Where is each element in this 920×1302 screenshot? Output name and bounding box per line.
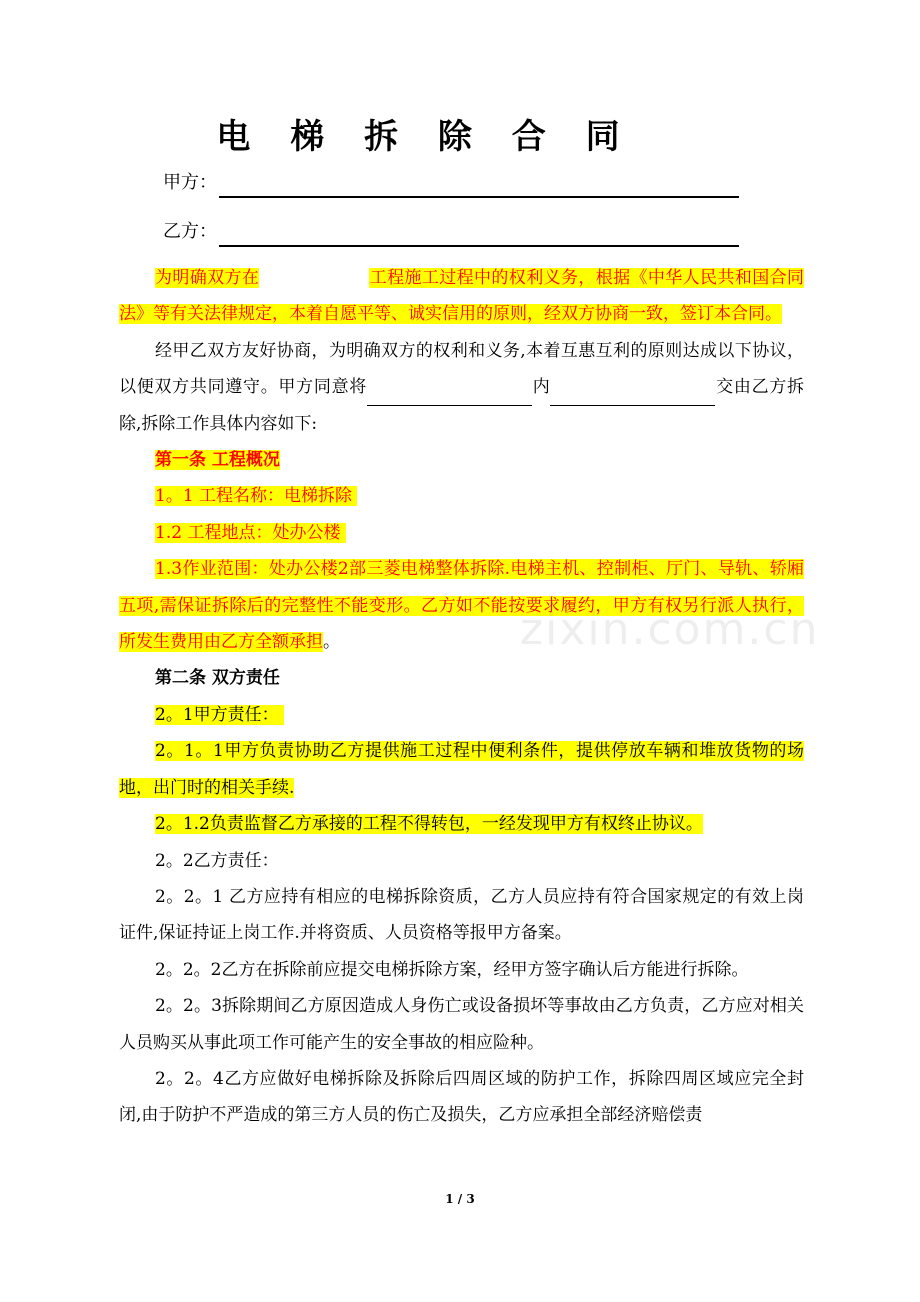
- intro-paragraph: [119, 260, 804, 333]
- article1-item1-line: [119, 478, 804, 514]
- article1-heading-line: [119, 442, 804, 478]
- party-b-line: [163, 217, 739, 247]
- intro-text-2: 工程施工过程中的权利义务，根据《中华人民共和国合同法》等有关法律规定，本着自愿平等、诚实信用的原则，经双方协商一致，签订本合同。: [119, 268, 805, 325]
- article1-item1: 1。1 工程名称：电梯拆除: [155, 486, 353, 507]
- party-a-label: 甲方：: [163, 172, 217, 193]
- agreement-text-3: 交由乙方拆除,拆除工作具体内容如下:: [119, 377, 805, 434]
- document-body: [119, 260, 804, 1134]
- agreement-blank-2: [550, 381, 715, 406]
- party-a-blank: [219, 174, 739, 198]
- party-a-duty-1-line: [119, 733, 804, 806]
- party-b-duty-heading-line: [119, 843, 804, 879]
- article1-item2-line: [119, 515, 804, 551]
- agreement-paragraph: [119, 333, 804, 442]
- party-b-duty-2: 2。2。2乙方在拆除前应提交电梯拆除方案，经甲方签字确认后方能进行拆除。: [155, 959, 749, 980]
- article1-heading: 第一条 工程概况: [155, 450, 280, 471]
- article2-heading: 第二条 双方责任: [155, 668, 280, 689]
- party-b-duty-1: 2。2。1 乙方应持有相应的电梯拆除资质，乙方人员应持有符合国家规定的有效上岗证件,保证持证上岗工作.并将资质、人员资格等报甲方备案。: [119, 886, 804, 944]
- article1-item3: 1.3作业范围：处办公楼2部三菱电梯整体拆除.电梯主机、控制柜、厅门、导轨、轿厢五项,需保证拆除后的完整性不能变形。乙方如不能按要求履约，甲方有权另行派人执行，所发生费用由乙方全额承担: [119, 559, 804, 653]
- agreement-text-1: 经甲乙双方友好协商，为明确双方的权利和义务,本着互惠互利的原则达成以下协议，以便双方共同遵守。甲方同意将: [119, 340, 804, 398]
- party-b-label: 乙方：: [163, 221, 217, 242]
- agreement-text-2: 内: [532, 377, 551, 398]
- watermark: zixin.com.cn: [520, 604, 820, 655]
- party-b-duty-4: 2。2。4乙方应做好电梯拆除及拆除后四周区域的防护工作，拆除四周区域应完全封闭,由于防护不严造成的第三方人员的伤亡及损失，乙方应承担全部经济赔偿责: [119, 1068, 804, 1126]
- party-a-duty-heading-line: [119, 697, 804, 733]
- article1-item3-end: 。: [323, 632, 340, 653]
- party-a-duty-heading: 2。1甲方责任：: [155, 704, 279, 725]
- agreement-blank-1: [367, 381, 532, 406]
- party-a-duty-2: 2。1.2负责监督乙方承接的工程不得转包，一经发现甲方有权终止协议。: [155, 814, 703, 835]
- intro-text-1: 为明确双方在: [155, 268, 260, 288]
- party-b-blank: [219, 223, 739, 247]
- document-title: 电 梯 拆 除 合 同: [216, 117, 634, 157]
- party-a-duty-1: 2。1。1甲方负责协助乙方提供施工过程中便利条件，提供停放车辆和堆放货物的场地，出门时的相关手续.: [119, 741, 804, 798]
- page-number: 1 / 3: [445, 1192, 475, 1206]
- article2-heading-line: [119, 660, 804, 696]
- article1-item2: 1.2 工程地点：处办公楼: [155, 522, 341, 543]
- party-b-duty-heading: 2。2乙方责任：: [155, 850, 279, 871]
- article1-item3-line: [119, 551, 804, 660]
- party-a-line: [163, 168, 739, 198]
- party-a-duty-2-line: [119, 806, 804, 842]
- party-b-duty-3: 2。2。3拆除期间乙方原因造成人身伤亡或设备损坏等事故由乙方负责，乙方应对相关人员购买从事此项工作可能产生的安全事故的相应险种。: [119, 996, 804, 1053]
